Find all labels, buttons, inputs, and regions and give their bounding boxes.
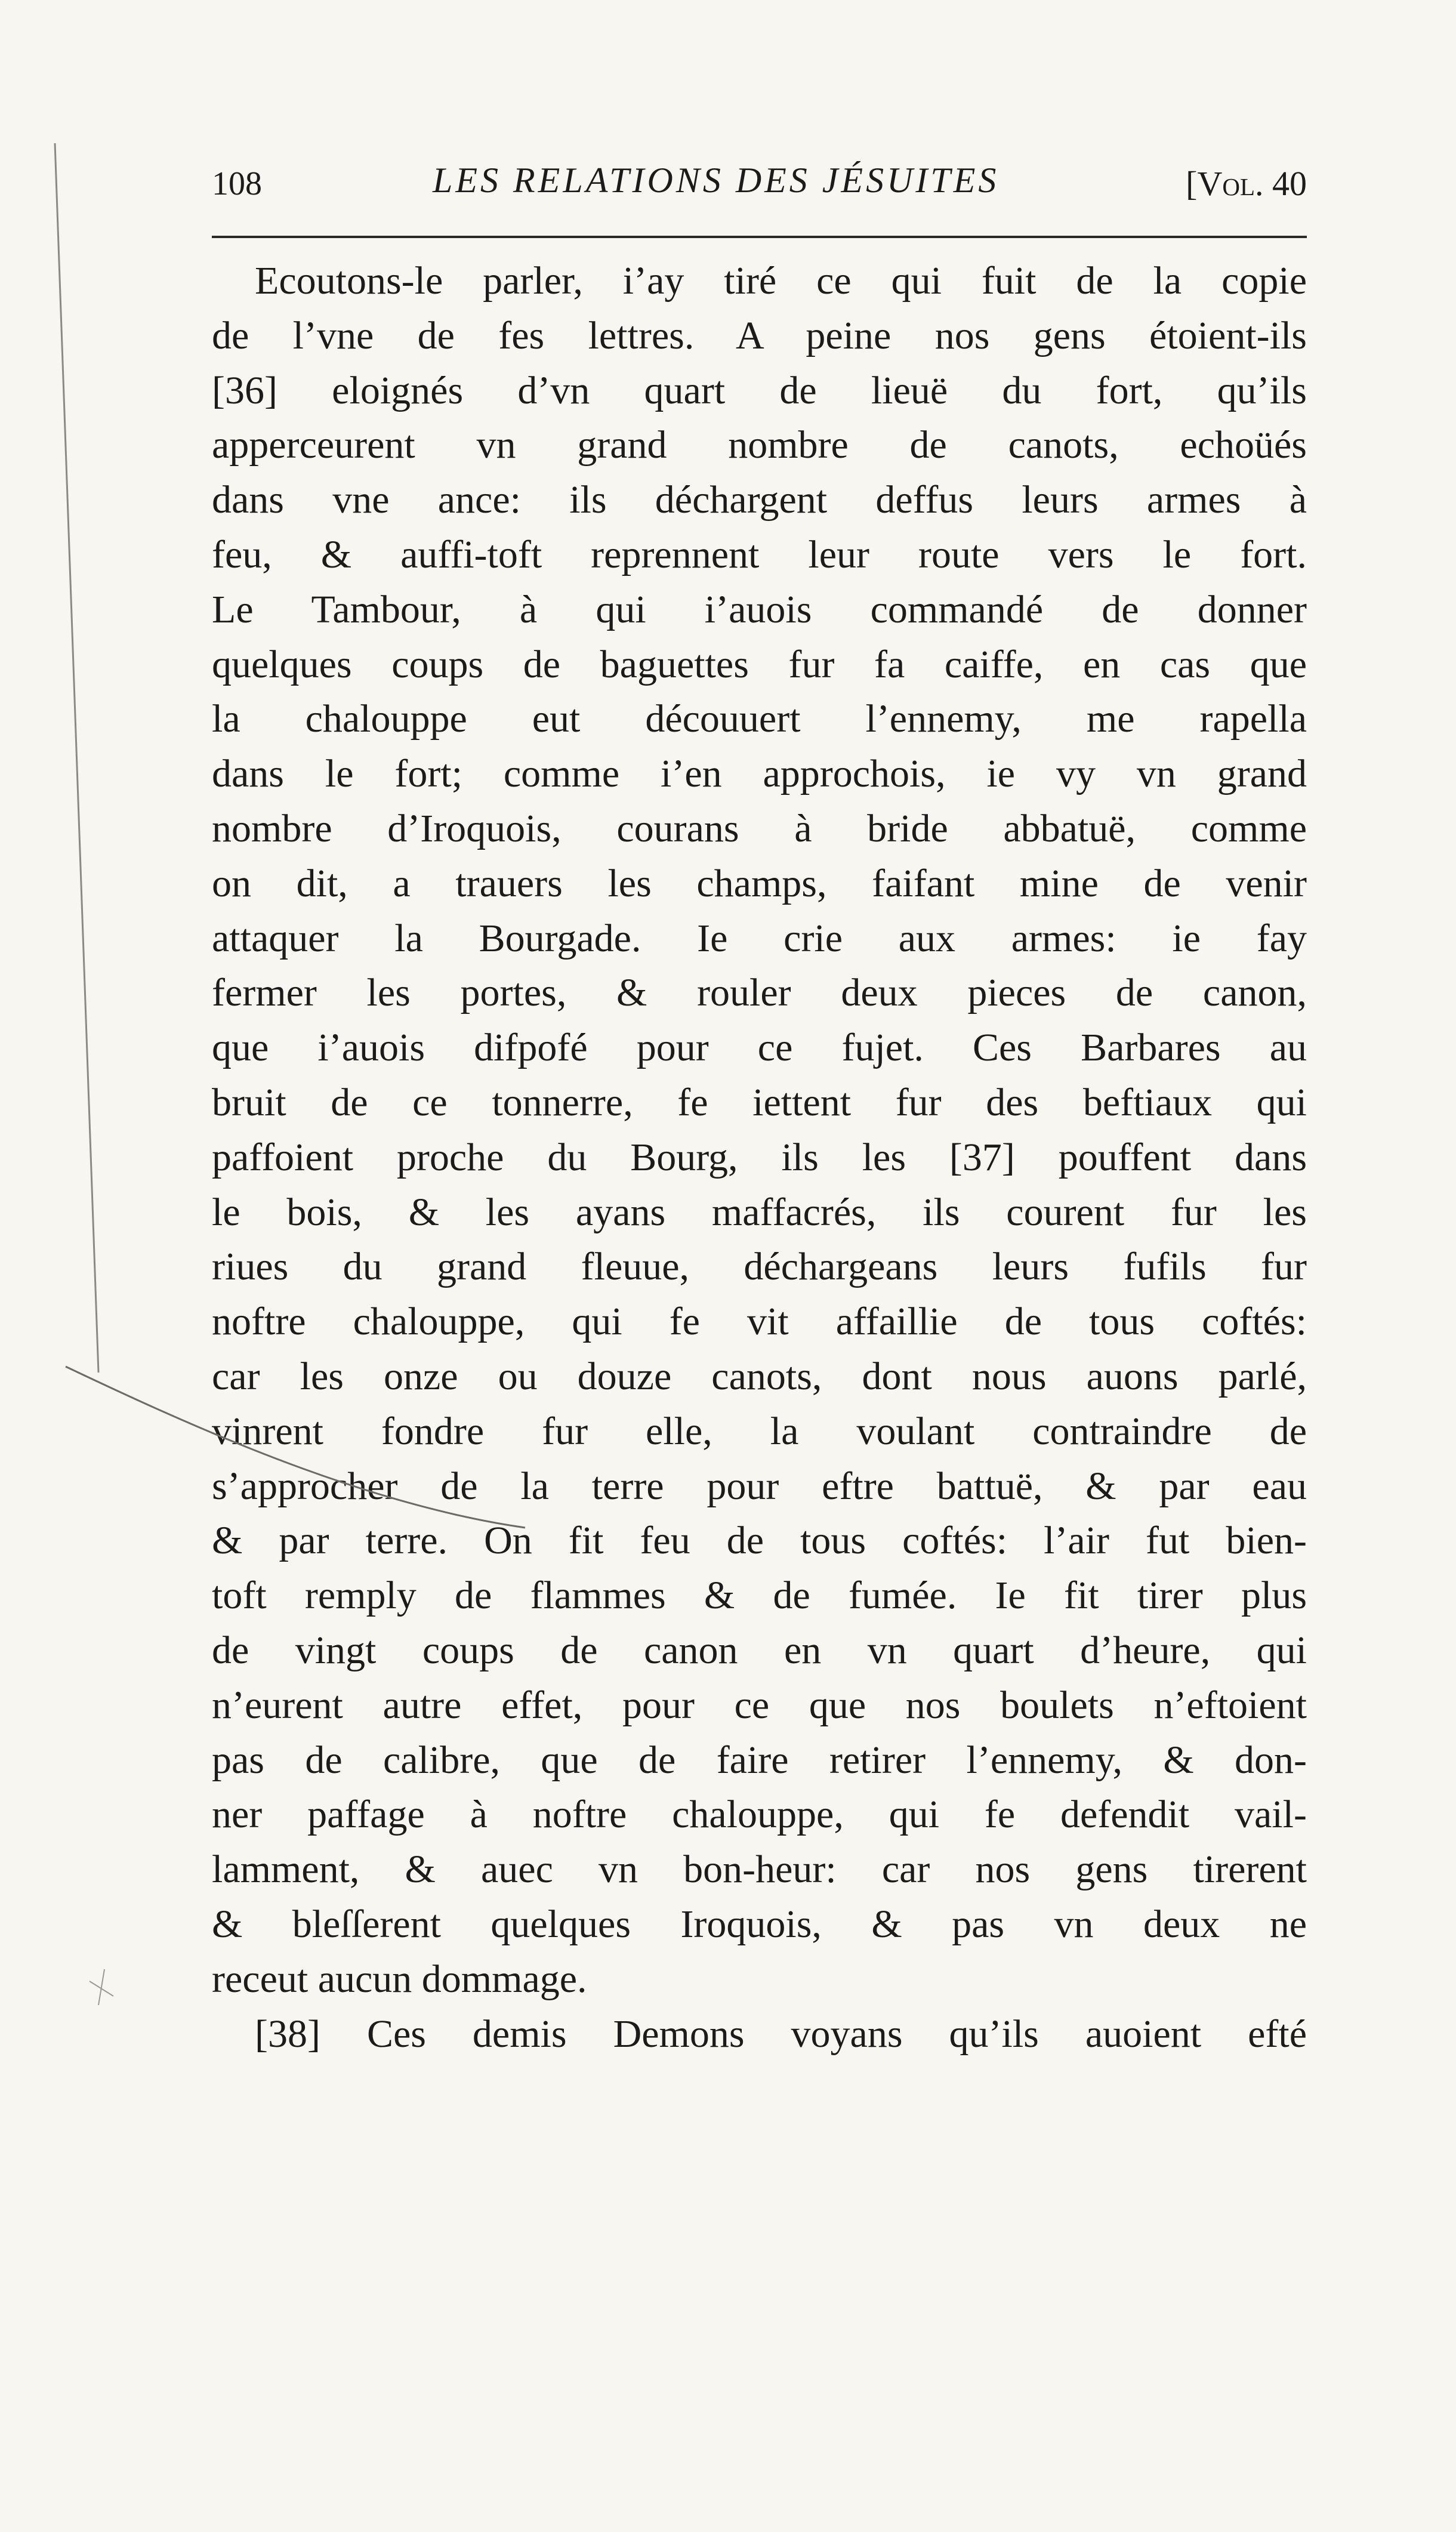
body-text [212, 254, 1307, 2061]
text-line: n’eurent autre effet, pour ce que nos boulets n’eftoient [212, 1683, 1307, 1727]
text-line: & bleſſerent quelques Iroquois, & pas vn deux ne [212, 1902, 1307, 1946]
header-rule [212, 236, 1307, 238]
text-line: de vingt coups de canon en vn quart d’heure, qui [212, 1628, 1307, 1672]
text-line: le bois, & les ayans maffacrés, ils courent fur les [212, 1190, 1307, 1234]
margin-pencil-line [55, 143, 98, 1373]
pencil-speck [90, 1969, 113, 2005]
text-line: [38] Ces demis Demons voyans qu’ils auoient efté [255, 2012, 1307, 2056]
text-line: attaquer la Bourgade. Ie crie aux armes: ie fay [212, 916, 1307, 960]
text-line: & par terre. On fit feu de tous coftés: l’air fut bien- [212, 1519, 1307, 1563]
text-line: apperceurent vn grand nombre de canots, echoüés [212, 423, 1307, 467]
text-line: Le Tambour, à qui i’auois commandé de donner [212, 587, 1307, 631]
text-line: [36] eloignés d’vn quart de lieuë du fort, qu’ils [212, 368, 1307, 412]
text-line: pas de calibre, que de faire retirer l’ennemy, & don- [212, 1738, 1307, 1782]
text-line: paffoient proche du Bourg, ils les [37] pouffent dans [212, 1135, 1307, 1179]
text-line: riues du grand fleuue, déchargeans leurs fufils fur [212, 1245, 1307, 1289]
text-line: receut aucun dommage. [212, 1957, 587, 2001]
text-line: de l’vne de fes lettres. A peine nos gens étoient-ils [212, 313, 1307, 357]
text-line: que i’auois difpofé pour ce fujet. Ces Barbares au [212, 1026, 1307, 1070]
text-line: car les onze ou douze canots, dont nous auons parlé, [212, 1354, 1307, 1398]
text-line: on dit, a trauers les champs, faifant mine de venir [212, 861, 1307, 905]
text-line: noftre chalouppe, qui fe vit affaillie de tous coftés: [212, 1300, 1307, 1344]
text-line: la chalouppe eut découuert l’ennemy, me rapella [212, 697, 1307, 741]
text-line: feu, & auffi-toft reprennent leur route vers le fort. [212, 532, 1307, 576]
text-line: bruit de ce tonnerre, fe iettent fur des beftiaux qui [212, 1080, 1307, 1124]
text-line: toft remply de flammes & de fumée. Ie fit tirer plus [212, 1574, 1307, 1618]
text-line: vinrent fondre fur elle, la voulant contraindre de [212, 1409, 1307, 1453]
page-header [212, 160, 1307, 214]
text-line: ner paffage à noftre chalouppe, qui fe defendit vail- [212, 1793, 1307, 1837]
text-line: dans vne ance: ils déchargent deffus leurs armes à [212, 478, 1307, 522]
text-line: nombre d’Iroquois, courans à bride abbatuë, comme [212, 806, 1307, 850]
text-line: s’approcher de la terre pour eftre battuë, & par eau [212, 1464, 1307, 1508]
text-line: Ecoutons-le parler, i’ay tiré ce qui fuit de la copie [255, 259, 1307, 303]
text-line: fermer les portes, & rouler deux pieces de canon, [212, 971, 1307, 1015]
text-line: lamment, & auec vn bon-heur: car nos gens tirerent [212, 1848, 1307, 1892]
running-title: LES RELATIONS DES JÉSUITES [433, 161, 1000, 200]
page-number: 108 [212, 165, 262, 202]
text-line: quelques coups de baguettes fur fa caiffe, en cas que [212, 642, 1307, 686]
volume-label: [Vol. 40 [1186, 164, 1307, 203]
text-line: dans le fort; comme i’en approchois, ie vy vn grand [212, 752, 1307, 796]
